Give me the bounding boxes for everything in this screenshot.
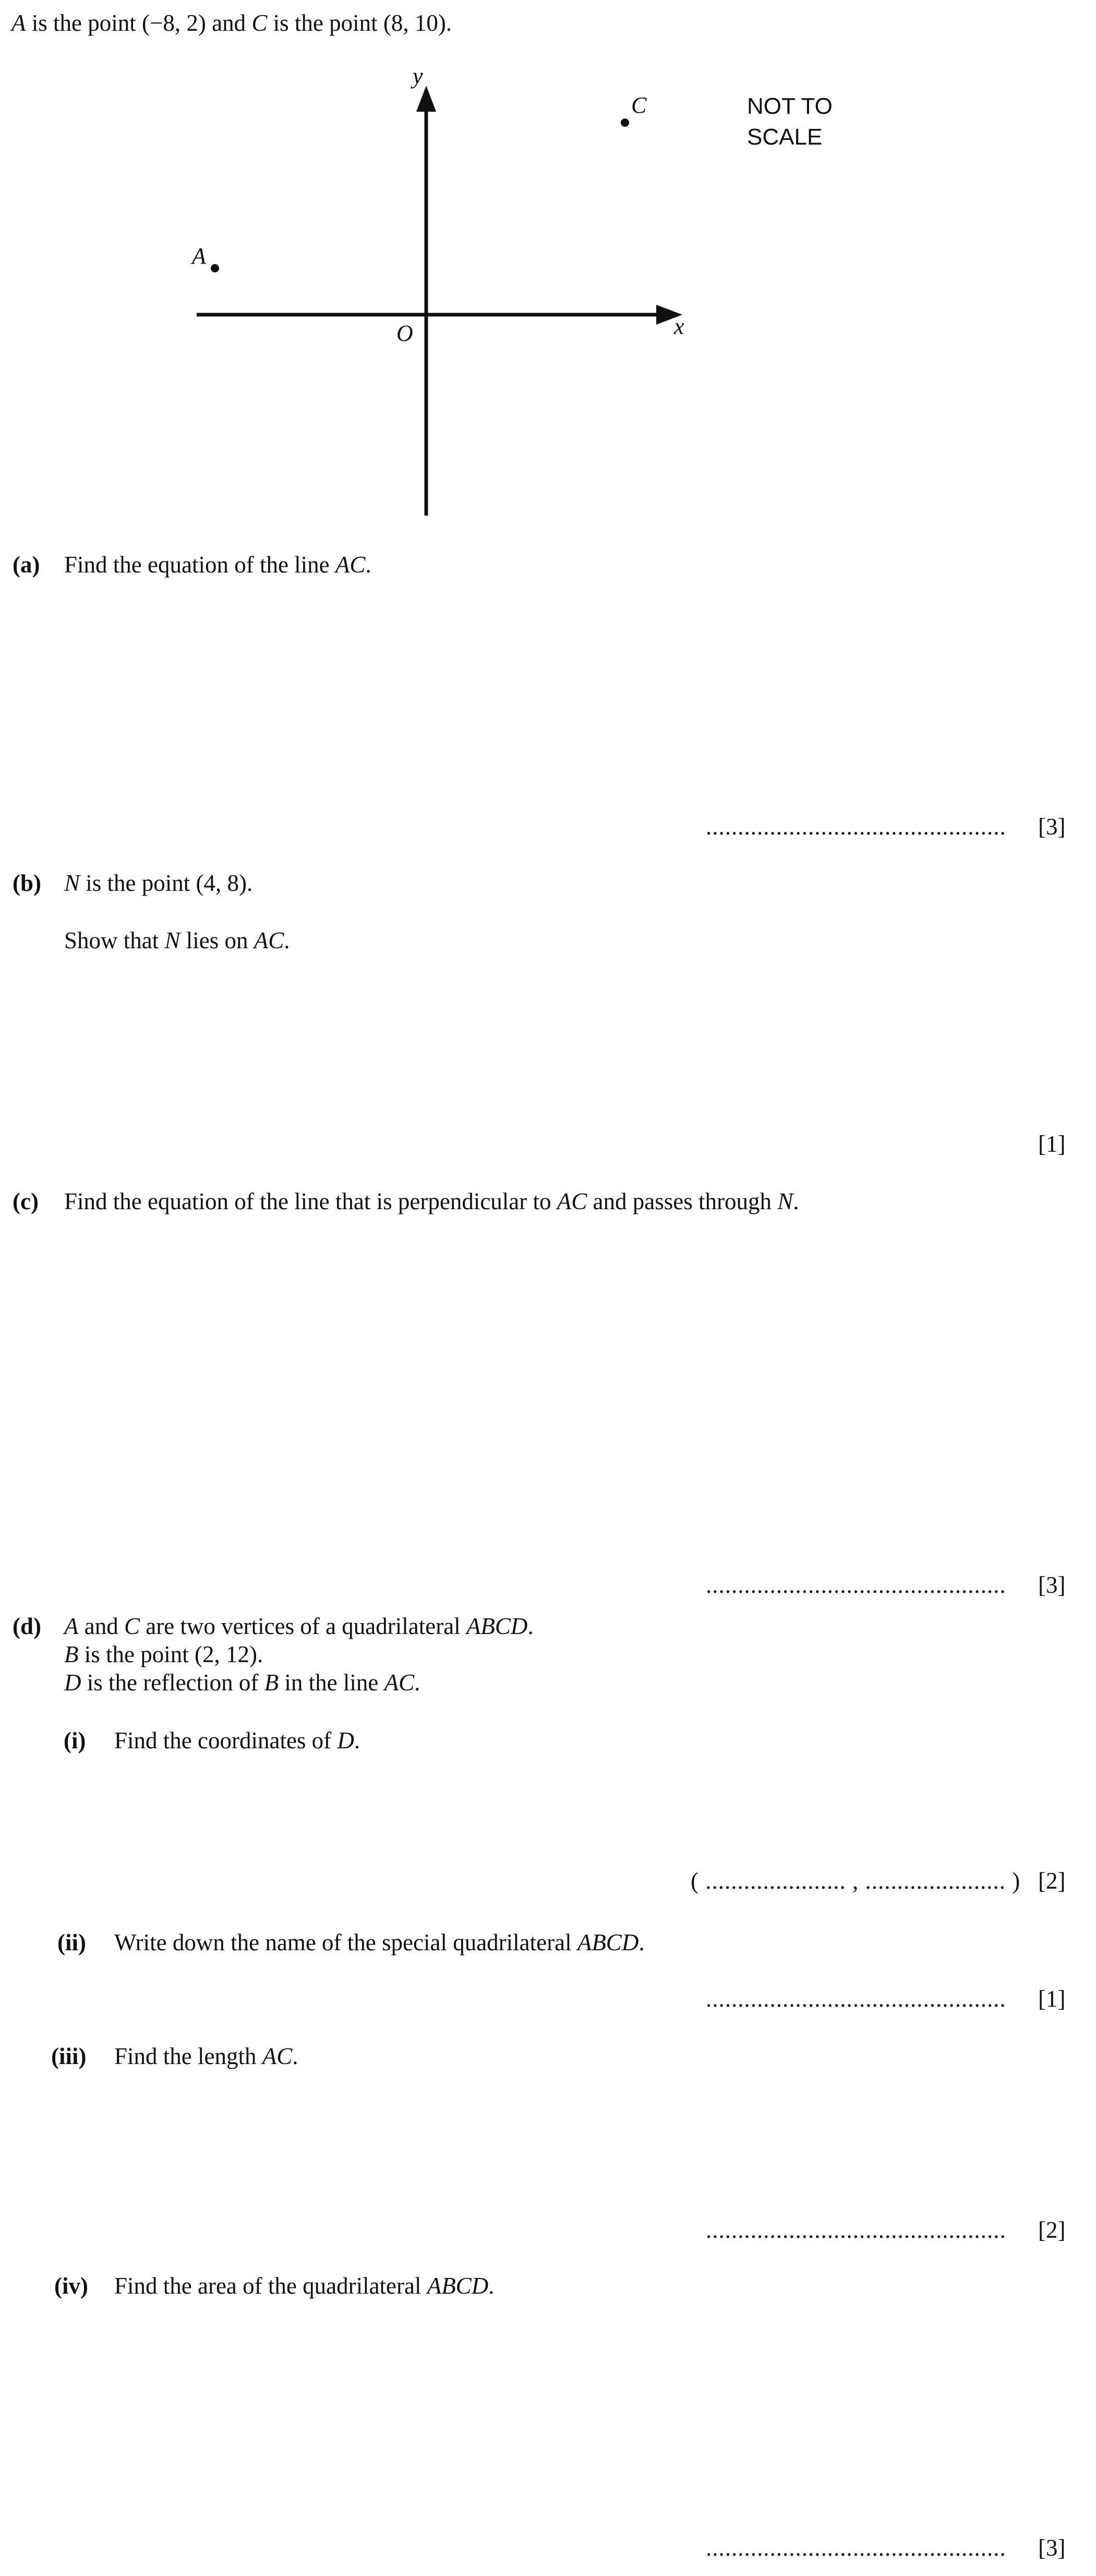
part-a-answer-line[interactable]: ............................................... [706,814,1006,840]
part-d-iv-answer-line[interactable]: ............................................... [706,2535,1006,2561]
part-d-label: (d) [13,1613,41,1639]
part-c-marks: [3] [1038,1572,1066,1598]
part-d-line2: B is the point (2, 12). [64,1641,263,1667]
not-to-scale-line2: SCALE [747,124,823,150]
part-d-iii-question: Find the length AC. [114,2043,298,2069]
part-d-iv-marks: [3] [1038,2535,1066,2561]
point-a-label: A [192,243,206,269]
part-a-marks: [3] [1038,814,1066,840]
part-c-label: (c) [13,1188,39,1214]
part-d-ii-answer-line[interactable]: ............................................... [706,1986,1006,2012]
point-a-marker [211,264,219,272]
y-axis-arrowhead [416,86,436,112]
part-d-iv-label: (iv) [54,2273,88,2299]
part-d-ii-label: (ii) [57,1929,86,1955]
intro-point-a: A [11,10,26,36]
part-d-i-label: (i) [64,1727,86,1754]
part-a-question: Find the equation of the line AC. [64,552,371,578]
part-d-iii-answer-line[interactable]: ............................................... [706,2217,1006,2243]
part-d-i-marks: [2] [1038,1868,1066,1894]
y-axis-label: y [413,63,423,89]
part-b-statement: N is the point (4, 8). [64,870,253,896]
intro-text: A is the point (−8, 2) and C is the point (8, 10). [11,10,452,36]
part-a-label: (a) [13,552,40,578]
not-to-scale-line1: NOT TO [747,93,833,119]
x-axis-label: x [674,314,684,339]
part-c-answer-line[interactable]: ............................................... [706,1572,1006,1598]
part-b-question: Show that N lies on AC. [64,927,290,953]
part-d-ii-question: Write down the name of the special quadrilateral ABCD. [114,1929,645,1955]
point-c-label: C [631,92,647,118]
part-d-i-question: Find the coordinates of D. [114,1727,360,1754]
part-d-i-answer-coordinates[interactable]: ( ...................... , ...................... ) [691,1868,1021,1894]
part-d-iii-label: (iii) [51,2043,87,2069]
origin-label: O [396,320,413,346]
part-d-iii-marks: [2] [1038,2217,1066,2243]
part-d-iv-question: Find the area of the quadrilateral ABCD. [114,2273,495,2299]
part-d-line3: D is the reflection of B in the line AC. [64,1669,420,1696]
part-b-label: (b) [13,870,41,896]
point-c-marker [621,118,629,127]
part-b-marks: [1] [1038,1131,1066,1157]
coordinate-diagram [0,0,1096,522]
part-d-ii-marks: [1] [1038,1986,1066,2012]
part-c-question: Find the equation of the line that is perpendicular to AC and passes through N. [64,1188,799,1214]
intro-point-c: C [251,10,268,36]
part-d-line1: A and C are two vertices of a quadrilateral ABCD. [64,1613,534,1639]
